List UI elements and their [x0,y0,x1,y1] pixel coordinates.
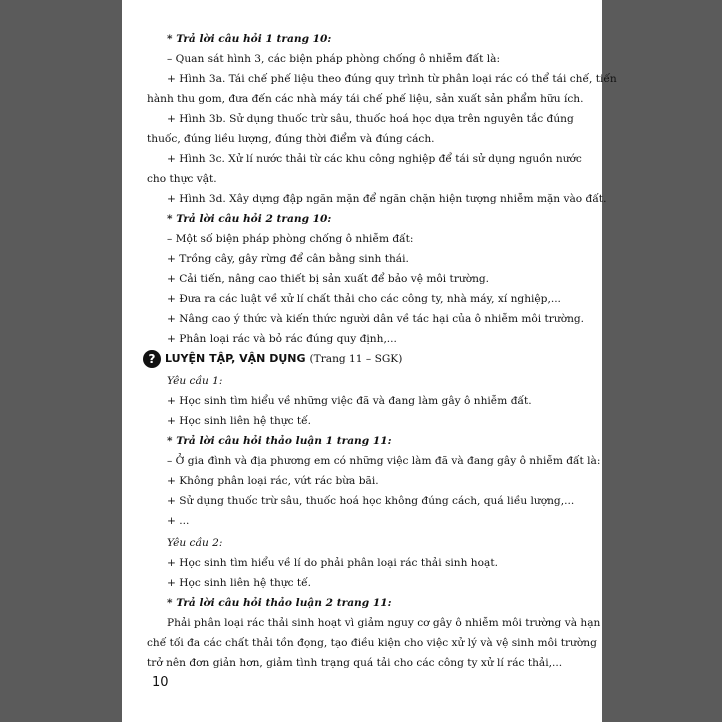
text-line: + ... [167,515,190,527]
text-line: trở nên đơn giản hơn, giảm tình trạng quá tải cho các công ty xử lí rác thải,... [147,657,563,669]
text-line: – Ở gia đình và địa phương em có những việc làm đã và đang gây ô nhiễm đất là: [167,455,601,467]
text-line: hành thu gom, đưa đến các nhà máy tái chế phế liệu, sản xuất sản phẩm hữu ích. [147,93,584,105]
text-line: + Học sinh liên hệ thực tế. [167,577,312,589]
text-line: + Học sinh tìm hiểu về lí do phải phân loại rác thải sinh hoạt. [167,557,498,569]
text-line: chế tối đa các chất thải tồn đọng, tạo điều kiện cho việc xử lý và vệ sinh môi trường [147,637,597,649]
text-line: + Học sinh tìm hiểu về những việc đã và đang làm gây ô nhiễm đất. [167,395,532,407]
answer-heading-3: * Trả lời câu hỏi thảo luận 1 trang 11: [167,435,392,447]
text-line: thuốc, đúng liều lượng, đúng thời điểm và đúng cách. [147,133,435,145]
text-line: + Không phân loại rác, vứt rác bừa bãi. [167,475,379,487]
answer-heading-4: * Trả lời câu hỏi thảo luận 2 trang 11: [167,597,392,609]
text-line: – Quan sát hình 3, các biện pháp phòng chống ô nhiễm đất là: [167,53,501,65]
requirement-label: Yêu cầu 2: [167,537,223,549]
question-icon: ? [143,350,161,368]
text-line: + Nâng cao ý thức và kiến thức người dân về tác hại của ô nhiễm môi trường. [167,313,585,325]
right-dark-margin [602,0,722,722]
section-title: LUYỆN TẬP, VẬN DỤNG [165,352,306,365]
left-dark-margin [0,0,122,722]
text-line: + Hình 3b. Sử dụng thuốc trừ sâu, thuốc hoá học dựa trên nguyên tắc đúng [167,113,574,125]
answer-heading-1: * Trả lời câu hỏi 1 trang 10: [167,33,332,45]
text-line: + Cải tiến, nâng cao thiết bị sản xuất để bảo vệ môi trường. [167,273,490,285]
page-number: 10 [152,675,169,690]
text-line: + Hình 3d. Xây dựng đập ngăn mặn để ngăn chặn hiện tượng nhiễm mặn vào đất. [167,193,607,205]
text-line: + Học sinh liên hệ thực tế. [167,415,312,427]
requirement-label: Yêu cầu 1: [167,375,223,387]
section-subtitle: (Trang 11 – SGK) [309,353,403,365]
text-line: – Một số biện pháp phòng chống ô nhiễm đất: [167,233,414,245]
section-heading [148,350,403,368]
book-page [122,0,617,722]
text-line: + Sử dụng thuốc trừ sâu, thuốc hoá học không đúng cách, quá liều lượng,... [167,495,575,507]
answer-heading-2: * Trả lời câu hỏi 2 trang 10: [167,213,332,225]
text-line: + Đưa ra các luật về xử lí chất thải cho các công ty, nhà máy, xí nghiệp,... [167,293,561,305]
text-line: + Hình 3c. Xử lí nước thải từ các khu công nghiệp để tái sử dụng nguồn nước [167,153,582,165]
text-line: + Trồng cây, gây rừng để cân bằng sinh thái. [167,253,409,265]
text-line: + Hình 3a. Tái chế phế liệu theo đúng quy trình từ phân loại rác có thể tái chế, tiến [167,73,617,85]
text-line: cho thực vật. [147,173,217,185]
text-line: + Phân loại rác và bỏ rác đúng quy định,... [167,333,397,345]
text-line: Phải phân loại rác thải sinh hoạt vì giảm nguy cơ gây ô nhiễm môi trường và hạn [167,617,601,629]
